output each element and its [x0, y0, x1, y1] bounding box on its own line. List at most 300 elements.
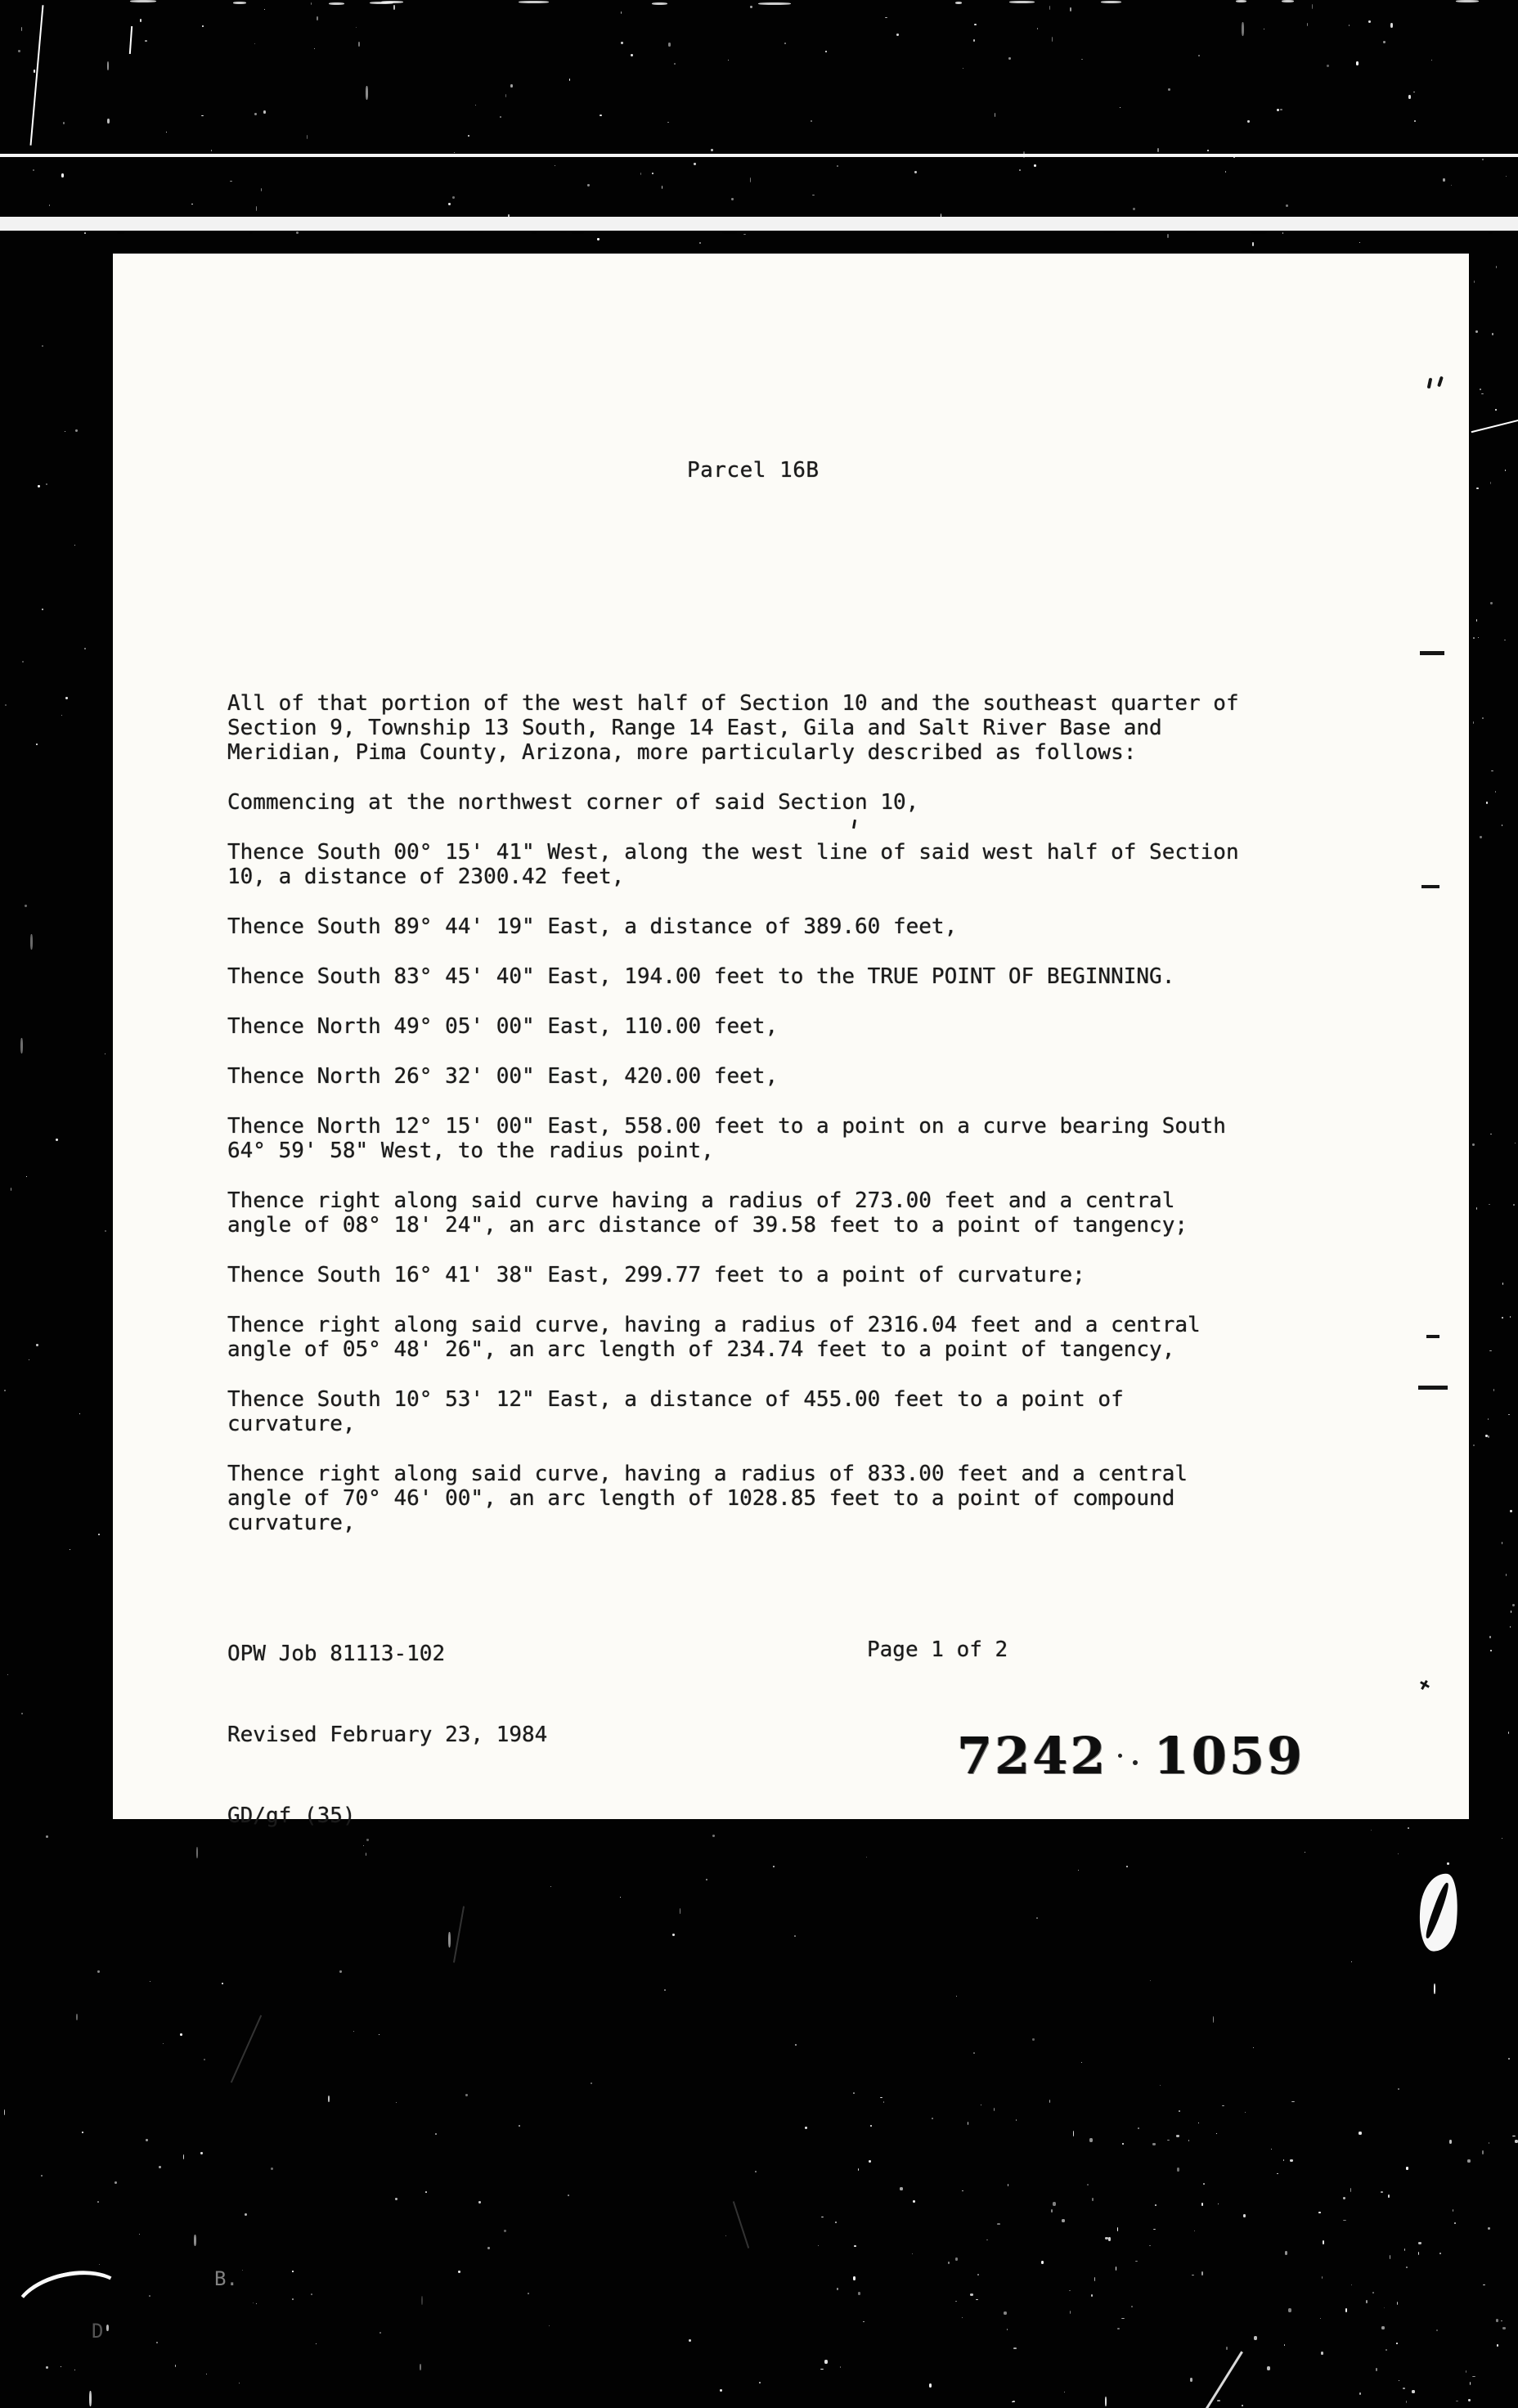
film-speck	[587, 184, 590, 186]
film-speck	[1277, 2173, 1278, 2174]
film-speck	[1481, 393, 1484, 394]
film-speck	[395, 2198, 397, 2200]
film-speck	[84, 648, 86, 649]
film-speck	[20, 1038, 23, 1054]
film-speck	[900, 2187, 903, 2190]
film-speck	[1150, 1980, 1151, 1981]
film-speck	[1488, 1418, 1489, 1420]
film-speck	[1051, 2209, 1053, 2213]
film-speck	[1117, 2328, 1120, 2329]
film-speck	[1506, 1574, 1507, 1576]
film-speck	[1488, 1435, 1489, 1438]
film-speck	[952, 250, 962, 253]
film-speck	[1376, 2368, 1377, 2371]
paragraph	[227, 1064, 1307, 1089]
film-scratch-arc	[7, 2261, 133, 2349]
film-speck	[955, 2258, 958, 2261]
film-speck	[1034, 164, 1036, 167]
film-speck	[1243, 2214, 1246, 2217]
film-speck	[307, 135, 308, 139]
film-speck	[1312, 4, 1313, 9]
film-speck	[794, 1935, 796, 1937]
film-speck	[1167, 2140, 1170, 2141]
film-speck	[914, 171, 917, 173]
document-page	[113, 254, 1469, 1828]
film-speck	[689, 2339, 691, 2342]
film-speck	[1489, 1636, 1491, 1638]
film-speck	[1497, 2344, 1498, 2347]
film-speck	[1456, 0, 1479, 2]
film-speck	[962, 2317, 963, 2318]
film-speck	[1490, 602, 1493, 604]
film-speck	[254, 43, 255, 44]
film-speck	[1404, 2249, 1405, 2251]
text-line: curvature,	[227, 1511, 356, 1535]
film-speck	[652, 173, 653, 174]
film-speck	[1318, 2212, 1321, 2213]
film-speck	[1285, 2251, 1287, 2255]
film-speck	[510, 84, 513, 88]
film-speck	[974, 24, 977, 25]
film-speck	[1131, 2306, 1133, 2307]
paragraph	[227, 790, 1307, 815]
film-speck	[1489, 1350, 1492, 1351]
film-speck	[728, 60, 729, 61]
film-artifact-mark: D	[92, 2320, 104, 2343]
film-speck	[1078, 1870, 1079, 1871]
film-speck	[784, 43, 786, 44]
film-speck	[465, 2094, 468, 2096]
film-speck	[1251, 231, 1267, 234]
film-speck	[140, 19, 141, 22]
film-speck	[1207, 150, 1209, 151]
film-scratch	[1200, 2351, 1243, 2408]
film-speck	[1372, 2292, 1374, 2293]
film-speck	[353, 2031, 354, 2032]
film-speck	[1406, 2167, 1408, 2170]
film-speck	[1320, 2318, 1321, 2319]
stamp-dots	[1108, 1765, 1154, 1773]
film-speck	[569, 79, 570, 81]
film-speck	[1476, 487, 1479, 489]
margin-dash-mark	[1421, 885, 1439, 888]
film-speck	[329, 2, 344, 5]
film-speck	[869, 2160, 871, 2163]
film-speck	[706, 1879, 707, 1880]
film-speck	[1032, 2038, 1035, 2041]
legal-description	[227, 691, 1307, 1561]
film-speck	[166, 132, 167, 133]
film-speck	[1286, 204, 1288, 207]
film-speck	[1398, 2088, 1399, 2090]
film-speck	[1225, 171, 1226, 173]
film-speck	[249, 231, 253, 234]
film-speck	[1502, 1283, 1503, 1285]
film-speck	[79, 1413, 80, 1414]
film-speck	[837, 2288, 838, 2290]
film-speck	[1351, 1961, 1352, 1962]
film-speck	[1414, 120, 1416, 122]
film-speck	[311, 2, 312, 5]
film-speck	[818, 2245, 819, 2246]
film-speck	[1284, 2344, 1285, 2346]
film-speck	[358, 42, 360, 47]
film-speck	[1283, 2159, 1284, 2161]
film-speck	[932, 2118, 933, 2119]
film-speck	[487, 2247, 490, 2249]
film-speck	[1383, 41, 1386, 43]
film-speck	[454, 152, 455, 153]
film-speck	[674, 63, 676, 65]
film-speck	[1213, 2016, 1214, 2023]
film-speck	[1496, 266, 1497, 268]
film-speck	[475, 105, 476, 106]
film-speck	[1253, 2047, 1254, 2048]
text-line: Thence South 00° 15' 41" West, along the west line of said west half of Section	[227, 840, 1239, 865]
film-speck	[1505, 469, 1506, 471]
film-speck	[955, 2301, 957, 2302]
film-speck	[1290, 2159, 1293, 2162]
film-speck	[18, 50, 20, 52]
film-speck	[755, 2171, 757, 2172]
film-speck	[956, 1996, 957, 1997]
film-speck	[795, 2044, 797, 2046]
film-speck	[200, 2152, 203, 2154]
film-speck	[468, 135, 469, 137]
film-speck	[1381, 2191, 1383, 2193]
film-speck	[163, 2043, 164, 2044]
film-speck	[1105, 2237, 1108, 2240]
film-speck	[89, 2391, 92, 2406]
film-speck	[1323, 2240, 1324, 2244]
film-speck	[1267, 2366, 1270, 2370]
film-speck	[63, 122, 65, 124]
film-speck	[858, 2292, 860, 2295]
film-speck	[458, 2271, 460, 2273]
film-speck	[1472, 2376, 1475, 2377]
film-speck	[1092, 2198, 1094, 2201]
film-speck	[1108, 2237, 1111, 2241]
film-speck	[1493, 1389, 1494, 1391]
film-speck	[1474, 281, 1475, 283]
film-speck	[725, 2235, 726, 2236]
job-number: OPW Job 81113-102	[227, 1642, 446, 1666]
film-speck	[420, 2364, 421, 2370]
film-speck	[1447, 1862, 1449, 1865]
film-speck	[230, 181, 232, 182]
film-speck	[97, 1970, 100, 1973]
film-speck	[1492, 333, 1493, 335]
film-speck	[1345, 2308, 1347, 2312]
film-speck	[948, 2262, 950, 2264]
film-speck	[194, 2235, 196, 2246]
film-speck	[1236, 0, 1246, 2]
film-speck	[1510, 1510, 1512, 1512]
film-speck	[245, 2213, 247, 2216]
page-title: Parcel 16B	[687, 458, 820, 483]
film-speck	[1349, 25, 1350, 26]
film-speck	[1483, 2284, 1485, 2285]
film-speck	[1434, 1983, 1435, 1994]
film-speck	[271, 2168, 273, 2170]
film-speck	[4, 1390, 6, 1391]
film-speck	[1327, 65, 1329, 67]
film-speck	[621, 11, 622, 14]
film-speck	[1009, 1, 1035, 3]
film-speck	[1472, 1143, 1475, 1146]
film-speck	[758, 2, 791, 5]
film-speck	[750, 177, 751, 182]
film-speck	[1490, 1650, 1492, 1651]
film-speck	[1157, 148, 1159, 152]
film-speck	[107, 119, 110, 124]
film-speck	[1397, 2302, 1398, 2305]
film-speck	[242, 2270, 243, 2271]
film-speck	[1366, 2300, 1368, 2303]
film-speck	[1388, 2195, 1390, 2198]
film-speck	[1247, 120, 1250, 123]
film-speck	[1091, 2294, 1093, 2297]
film-speck	[1081, 59, 1083, 60]
film-speck	[1510, 1626, 1511, 1628]
film-speck	[1488, 2227, 1490, 2230]
film-speck	[292, 2298, 294, 2300]
film-speck	[61, 173, 64, 177]
film-speck	[99, 2264, 100, 2265]
text-line: Thence North 12° 15' 00" East, 558.00 feet to a point on a curve bearing South	[227, 1114, 1226, 1139]
stamp-page-number: 1059	[1153, 1726, 1305, 1786]
film-speck	[572, 231, 584, 234]
film-speck	[1359, 242, 1360, 243]
film-speck	[1070, 7, 1071, 11]
paragraph	[227, 1313, 1307, 1362]
film-speck	[970, 2293, 973, 2296]
film-speck	[421, 2296, 423, 2305]
film-speck	[1390, 23, 1393, 28]
film-speck	[366, 86, 368, 100]
film-speck	[311, 2293, 312, 2295]
film-speck	[929, 2383, 932, 2388]
film-scratch	[30, 5, 44, 146]
film-artifact-mark: B.	[214, 2267, 238, 2290]
film-speck	[261, 188, 262, 191]
film-speck	[356, 27, 357, 28]
film-speck	[1101, 1, 1121, 3]
film-speck	[292, 2271, 294, 2272]
film-speck	[41, 2175, 43, 2177]
text-line: Thence South 10° 53' 12" East, a distance of 455.00 feet to a point of	[227, 1387, 1124, 1412]
film-speck	[976, 2299, 978, 2300]
film-speck	[156, 2342, 158, 2343]
film-speck	[1436, 2329, 1438, 2331]
film-speck	[1053, 2202, 1056, 2206]
film-speck	[196, 1847, 198, 1858]
film-speck	[1439, 2253, 1441, 2254]
film-speck	[1513, 1204, 1515, 1206]
film-speck	[1087, 2184, 1089, 2186]
text-line: Thence right along said curve, having a radius of 2316.04 feet and a central	[227, 1313, 1201, 1337]
film-speck	[84, 232, 86, 234]
film-speck	[863, 2321, 865, 2322]
film-speck	[105, 1230, 106, 1232]
paragraph	[227, 1387, 1307, 1436]
film-speck	[997, 2223, 1000, 2225]
film-speck	[1501, 2320, 1502, 2321]
film-speck	[712, 1835, 715, 1837]
film-speck	[1168, 88, 1170, 91]
film-speck	[880, 2097, 883, 2098]
film-speck	[550, 1886, 551, 1887]
film-speck	[130, 0, 156, 2]
text-line: angle of 05° 48' 26", an arc length of 234.74 feet to a point of tangency,	[227, 1337, 1175, 1362]
film-speck	[955, 2, 962, 4]
film-speck	[328, 2096, 330, 2102]
film-speck	[1198, 55, 1200, 56]
film-speck	[1508, 1414, 1510, 1415]
film-speck	[500, 116, 501, 118]
film-speck	[621, 42, 623, 44]
film-speck	[107, 61, 109, 70]
paragraph	[227, 964, 1307, 989]
film-speck	[505, 94, 506, 97]
film-speck	[1149, 2245, 1151, 2246]
film-speck	[316, 2343, 317, 2344]
film-speck	[913, 2200, 915, 2203]
film-speck	[393, 5, 395, 10]
film-speck	[1476, 619, 1477, 622]
film-speck	[1190, 2378, 1192, 2382]
film-speck	[30, 934, 33, 950]
film-speck	[973, 39, 975, 42]
film-speck	[720, 2389, 722, 2392]
film-speck	[1489, 1204, 1490, 1205]
film-speck	[1482, 717, 1484, 719]
film-speck	[201, 115, 204, 116]
text-line: Thence South 83° 45' 40" East, 194.00 feet to the TRUE POINT OF BEGINNING.	[227, 964, 1175, 989]
film-speck	[835, 2222, 837, 2223]
film-speck	[74, 545, 75, 546]
text-line: Section 9, Township 13 South, Range 14 East, Gila and Salt River Base and	[227, 716, 1162, 740]
film-speck	[1482, 159, 1484, 160]
film-speck	[5, 704, 7, 706]
film-speck	[1007, 2329, 1008, 2330]
film-speck	[379, 2034, 380, 2035]
film-speck	[1013, 2347, 1017, 2349]
film-speck	[1470, 2382, 1471, 2385]
film-speck	[837, 165, 838, 167]
film-speck	[1350, 2188, 1351, 2192]
film-speck	[853, 2276, 856, 2280]
film-speck	[532, 231, 537, 234]
film-speck	[1245, 2112, 1246, 2113]
film-speck	[1242, 250, 1253, 253]
film-speck	[912, 2253, 913, 2254]
text-line: All of that portion of the west half of Section 10 and the southeast quarter of	[227, 691, 1239, 716]
film-scratch	[1471, 420, 1518, 433]
film-speck	[1153, 2229, 1156, 2230]
film-speck	[233, 2, 246, 4]
film-speck	[1226, 2347, 1228, 2350]
film-speck	[854, 2245, 856, 2247]
film-speck	[1506, 176, 1507, 177]
film-speck	[1013, 2401, 1015, 2402]
film-speck	[46, 1835, 48, 1838]
film-speck	[1126, 1866, 1128, 1867]
film-speck	[896, 34, 899, 36]
film-speck	[452, 196, 455, 199]
film-speck	[25, 905, 27, 907]
film-divider-line	[0, 154, 1518, 157]
film-speck	[1406, 2266, 1408, 2268]
film-speck	[1454, 2222, 1456, 2224]
film-speck	[1242, 22, 1244, 36]
film-speck	[1069, 2290, 1071, 2291]
film-speck	[1502, 1317, 1503, 1319]
film-speck	[1138, 2127, 1139, 2129]
film-speck	[1122, 2143, 1124, 2145]
film-speck	[256, 206, 257, 211]
film-speck	[314, 48, 315, 49]
film-speck	[820, 2369, 824, 2370]
film-speck	[1203, 2183, 1205, 2185]
film-speck	[1121, 2318, 1125, 2319]
text-line: Commencing at the northwest corner of said Section 10,	[227, 790, 919, 815]
text-line: Meridian, Pima County, Arizona, more particularly described as follows:	[227, 740, 1137, 765]
film-speck	[1356, 61, 1359, 65]
film-speck	[759, 2382, 761, 2383]
film-speck	[664, 1989, 666, 1991]
film-speck	[560, 231, 567, 233]
film-speck	[1105, 2397, 1107, 2406]
film-speck	[1515, 2140, 1518, 2143]
film-speck	[1451, 185, 1452, 186]
film-speck	[98, 1534, 100, 1535]
film-speck	[42, 345, 43, 347]
film-speck	[21, 1713, 23, 1714]
film-speck	[1473, 637, 1475, 639]
film-speck	[824, 2360, 828, 2364]
film-speck	[21, 27, 22, 31]
film-speck	[264, 9, 265, 10]
film-speck	[1019, 169, 1021, 171]
film-speck	[620, 1897, 621, 1898]
film-scratch	[129, 26, 132, 54]
film-speck	[699, 242, 701, 244]
film-speck	[34, 70, 35, 73]
film-speck	[36, 1344, 38, 1346]
text-line: 64° 59' 58" West, to the radius point,	[227, 1139, 714, 1163]
film-speck	[1443, 178, 1445, 182]
film-speck	[1188, 2140, 1189, 2141]
film-speck	[1177, 2168, 1179, 2172]
page-indicator: Page 1 of 2	[867, 1638, 1008, 1662]
film-speck	[339, 1970, 342, 1973]
film-speck	[1152, 2143, 1156, 2145]
margin-dash-mark	[1420, 651, 1444, 655]
film-speck	[973, 2052, 975, 2054]
film-speck	[1408, 1827, 1409, 1829]
text-line: 10, a distance of 2300.42 feet,	[227, 865, 625, 889]
margin-dash-mark	[1426, 1335, 1439, 1338]
paragraph	[227, 1263, 1307, 1287]
film-speck	[435, 2133, 437, 2135]
film-speck	[36, 744, 38, 745]
film-speck	[22, 661, 24, 663]
revision-date: Revised February 23, 1984	[227, 1723, 548, 1747]
film-speck	[1396, 2343, 1398, 2344]
film-speck	[853, 2092, 855, 2094]
film-speck	[1486, 802, 1488, 804]
